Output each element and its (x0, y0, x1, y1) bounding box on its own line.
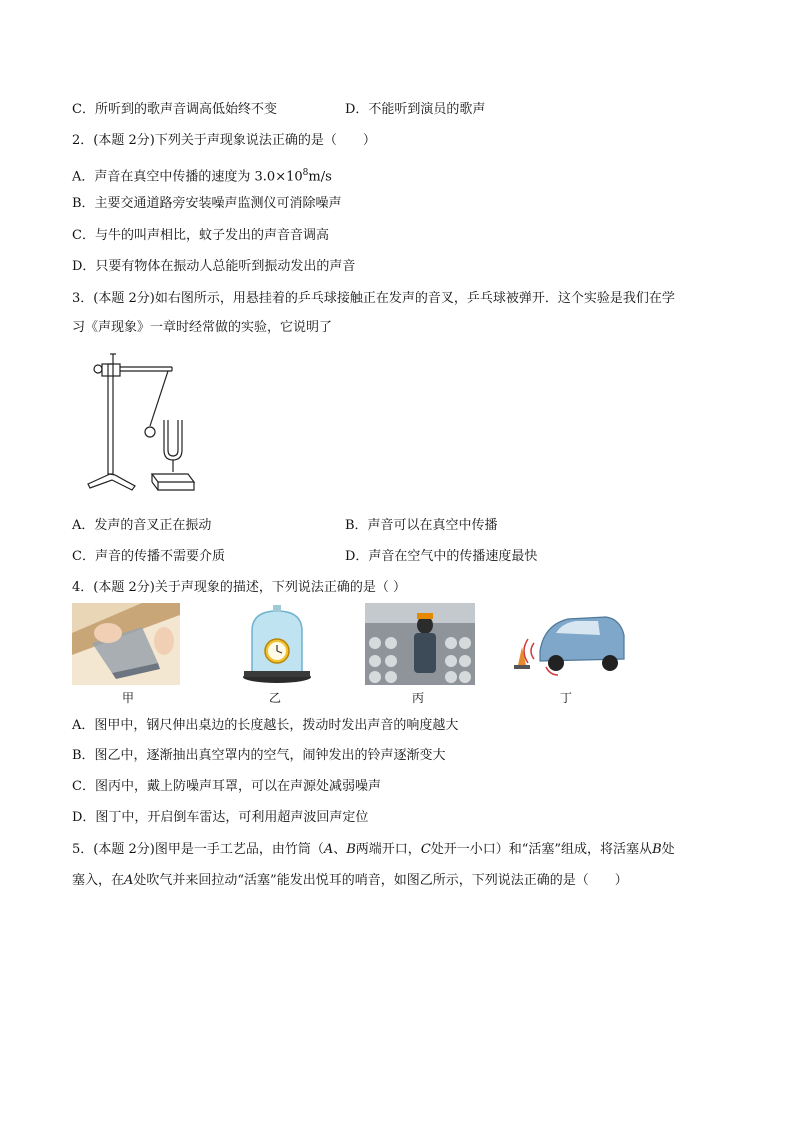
q3-option-a: A．发声的音叉正在振动 (72, 518, 212, 533)
q5-text: 处吹气并来回拉动“活塞”能发出悦耳的哨音，如图乙所示，下列说法正确的是（ ） (133, 873, 628, 888)
caption-ding: 丁 (560, 691, 573, 705)
q2-option-b: B．主要交通道路旁安装噪声监测仪可消除噪声 (72, 196, 342, 211)
figure-jia-ruler (72, 603, 180, 685)
q2-option-a (72, 163, 332, 187)
tuning-fork (164, 420, 182, 460)
caption-bing: 丙 (412, 691, 425, 705)
pendulum-string (150, 371, 168, 426)
q5-label-c: C (420, 842, 431, 857)
q2-stem: 2．(本题 2分)下列关于声现象说法正确的是（ ） (72, 133, 376, 148)
q5-text: 、 (333, 842, 347, 857)
clamp-screw (94, 365, 102, 373)
q1-option-d: D．不能听到演员的歌声 (345, 102, 486, 117)
caption-jia: 甲 (122, 691, 135, 705)
q2-option-a-text: A．声音在真空中传播的速度为 3.0×10 (72, 169, 303, 185)
ping-pong-ball (145, 427, 155, 437)
q5-text: 处开一小口）和“活塞”组成，将活塞从 (430, 842, 653, 857)
q4-option-d: D．图丁中，开启倒车雷达，可利用超声波回声定位 (72, 810, 369, 825)
q4-option-a: A．图甲中，钢尺伸出桌边的长度越长，拨动时发出声音的响度越大 (72, 718, 459, 733)
q4-stem: 4．(本题 2分)关于声现象的描述，下列说法正确的是（ ） (72, 580, 406, 595)
q5-stem-line1 (72, 840, 675, 860)
q4-option-c: C．图丙中，戴上防噪声耳罩，可以在声源处减弱噪声 (72, 779, 381, 794)
figure-ding-reversing-radar (510, 603, 626, 685)
stand-clamp (102, 364, 120, 376)
q2-option-a-unit: m/s (308, 169, 332, 185)
q5-label-b: B (652, 842, 662, 857)
q2-option-c: C．与牛的叫声相比，蚊子发出的声音音调高 (72, 228, 329, 243)
stand-base (88, 474, 135, 490)
q3-stem-line1: 3．(本题 2分)如右图所示，用悬挂着的乒乓球接触正在发声的音叉，乒乓球被弹开．这个实验是我们在学 (72, 291, 675, 306)
q5-text: 塞入，在 (72, 873, 125, 888)
figure-bing-factory (365, 603, 475, 685)
q4-option-b: B．图乙中，逐渐抽出真空罩内的空气，闹钟发出的铃声逐渐变大 (72, 748, 446, 763)
q2-option-d: D．只要有物体在振动人总能听到振动发出的声音 (72, 259, 356, 274)
q5-text: 两端开口， (355, 842, 421, 857)
q3-stem-line2: 习《声现象》一章时经常做的实验，它说明了 (72, 320, 333, 335)
q5-text: 处 (661, 842, 675, 857)
q5-label-b: B (346, 842, 356, 857)
stand-rod (108, 364, 113, 474)
tuning-fork-base (152, 474, 194, 482)
q3-option-d: D．声音在空气中的传播速度最快 (345, 549, 538, 564)
q5-label-a: A (124, 873, 134, 888)
q3-option-c: C．声音的传播不需要介质 (72, 549, 225, 564)
q1-option-c: C．所听到的歌声音调高低始终不变 (72, 102, 277, 117)
tuning-fork-apparatus-figure (80, 350, 210, 498)
q5-stem-line2 (72, 871, 628, 891)
q5-text: 5．(本题 2分)图甲是一手工艺品，由竹筒（ (72, 842, 324, 857)
q2-option-a-exponent: 8 (302, 168, 309, 178)
q3-option-b: B．声音可以在真空中传播 (345, 518, 498, 533)
q5-label-a: A (323, 842, 334, 857)
caption-yi: 乙 (269, 691, 282, 705)
figure-yi-bell-jar (238, 603, 316, 685)
